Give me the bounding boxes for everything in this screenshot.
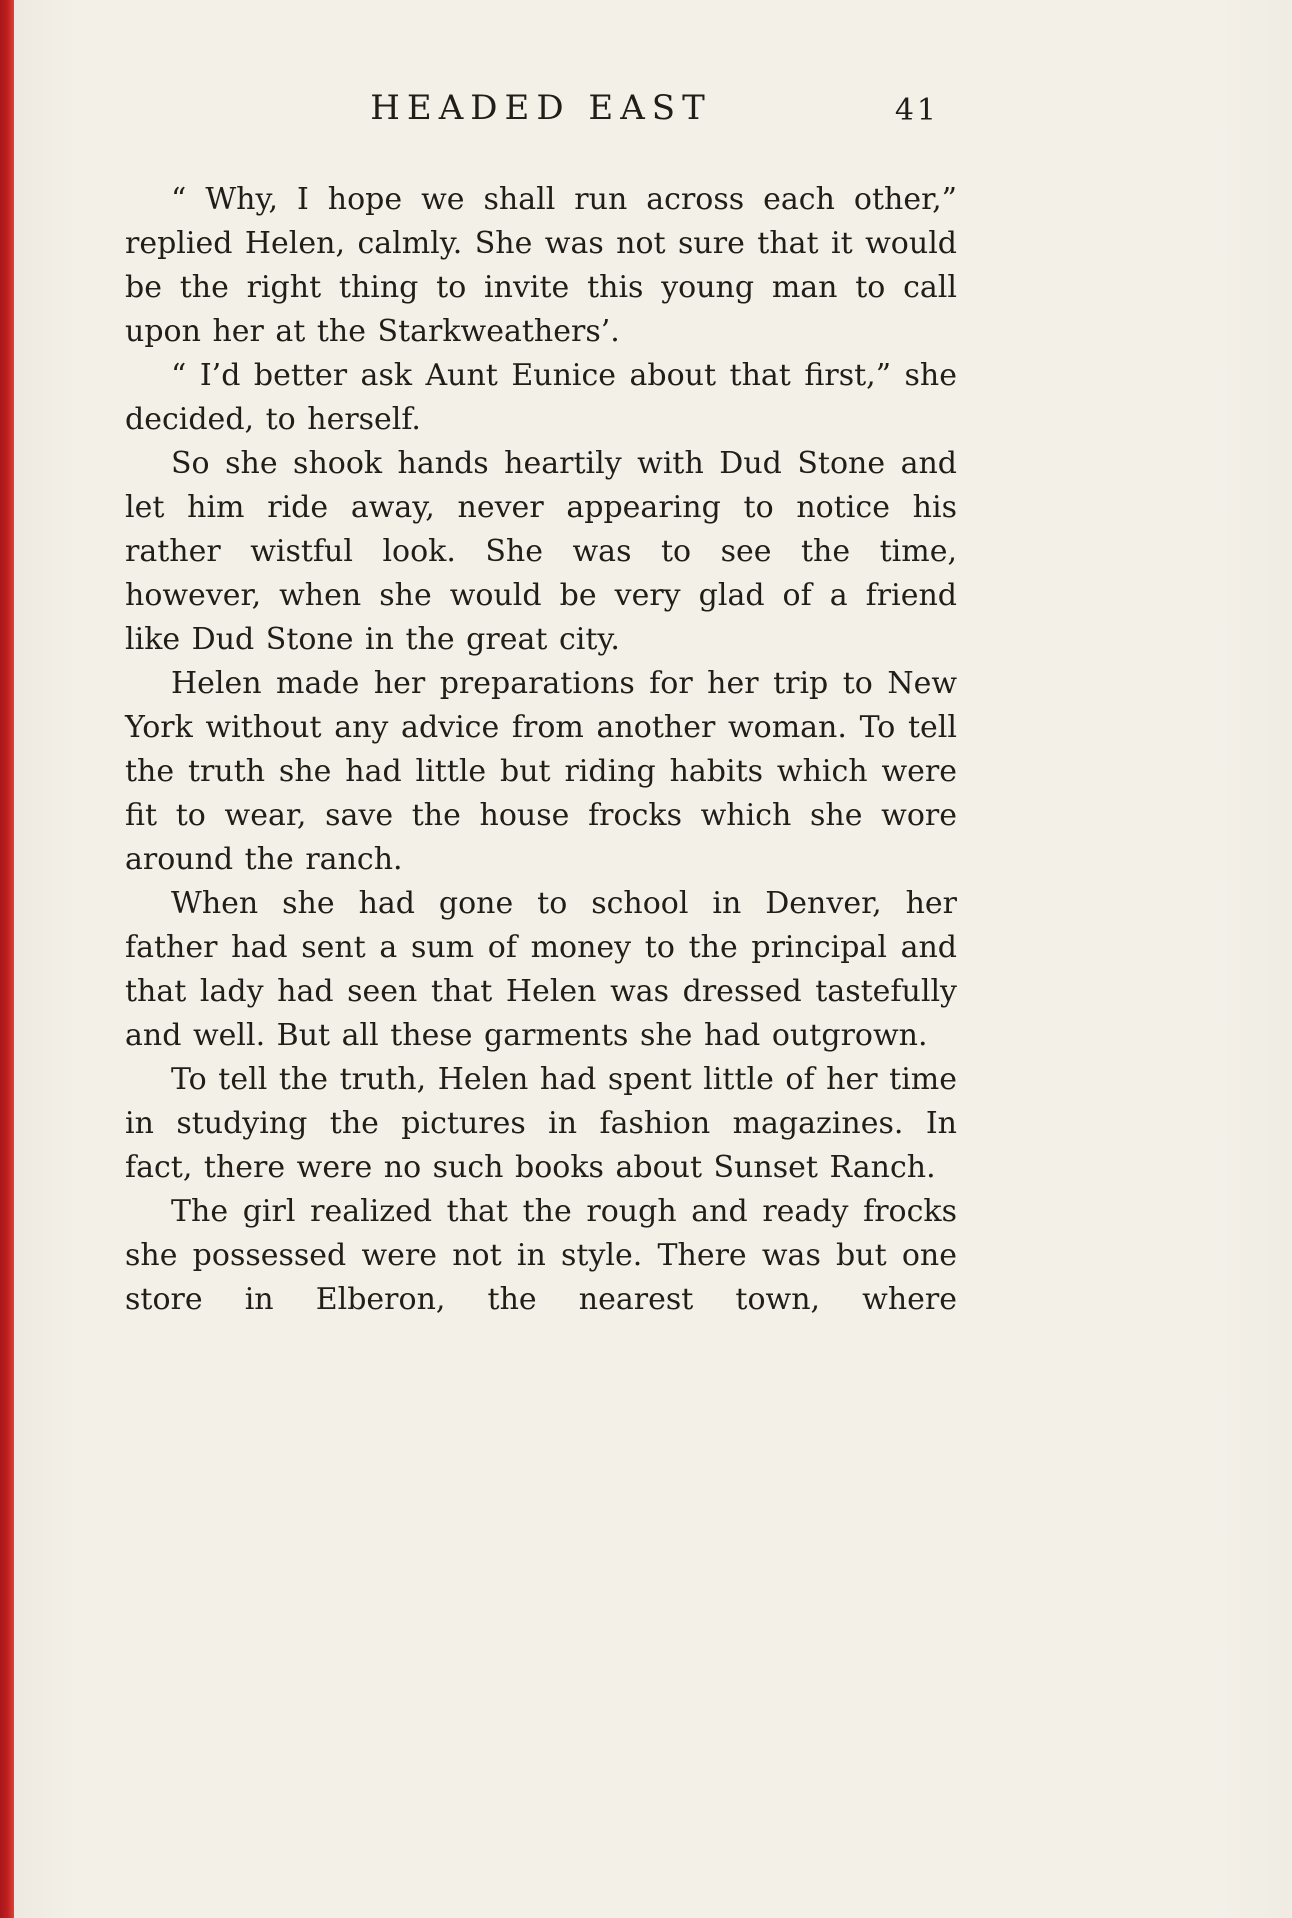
paragraph: When she had gone to school in Denver, her father had sent a sum of money to the principal and that lady had seen that Helen was dressed tastefully and well. But all these garments she had outgrown. [125, 886, 957, 1053]
paragraph: “ Why, I hope we shall run across each other,” replied Helen, calmly. She was not sure that it would be the right thing to invite this young man to call upon her at the Starkweathers’. [125, 182, 957, 349]
running-header [125, 88, 957, 146]
page-number: 41 [894, 93, 939, 128]
paragraph: To tell the truth, Helen had spent little of her time in studying the pictures in fashion magazines. In fact, there were no such books about Sunset Ranch. [125, 1062, 957, 1185]
page-header-title: HEADED EAST [370, 88, 712, 128]
page-body-text [125, 178, 957, 1322]
book-page [125, 88, 957, 1322]
paragraph: Helen made her preparations for her trip to New York without any advice from another woman. To tell the truth she had little but riding habits which were fit to wear, save the house frocks which she wore around the ranch. [125, 666, 957, 877]
binding-edge-strip [0, 0, 14, 1918]
paragraph: So she shook hands heartily with Dud Stone and let him ride away, never appearing to notice his rather wistful look. She was to see the time, however, when she would be very glad of a friend like Dud Stone in the great city. [125, 446, 957, 657]
paragraph: “ I’d better ask Aunt Eunice about that first,” she decided, to herself. [125, 358, 957, 437]
paragraph: The girl realized that the rough and ready frocks she possessed were not in style. There was but one store in Elberon, the nearest town, where [125, 1194, 957, 1317]
